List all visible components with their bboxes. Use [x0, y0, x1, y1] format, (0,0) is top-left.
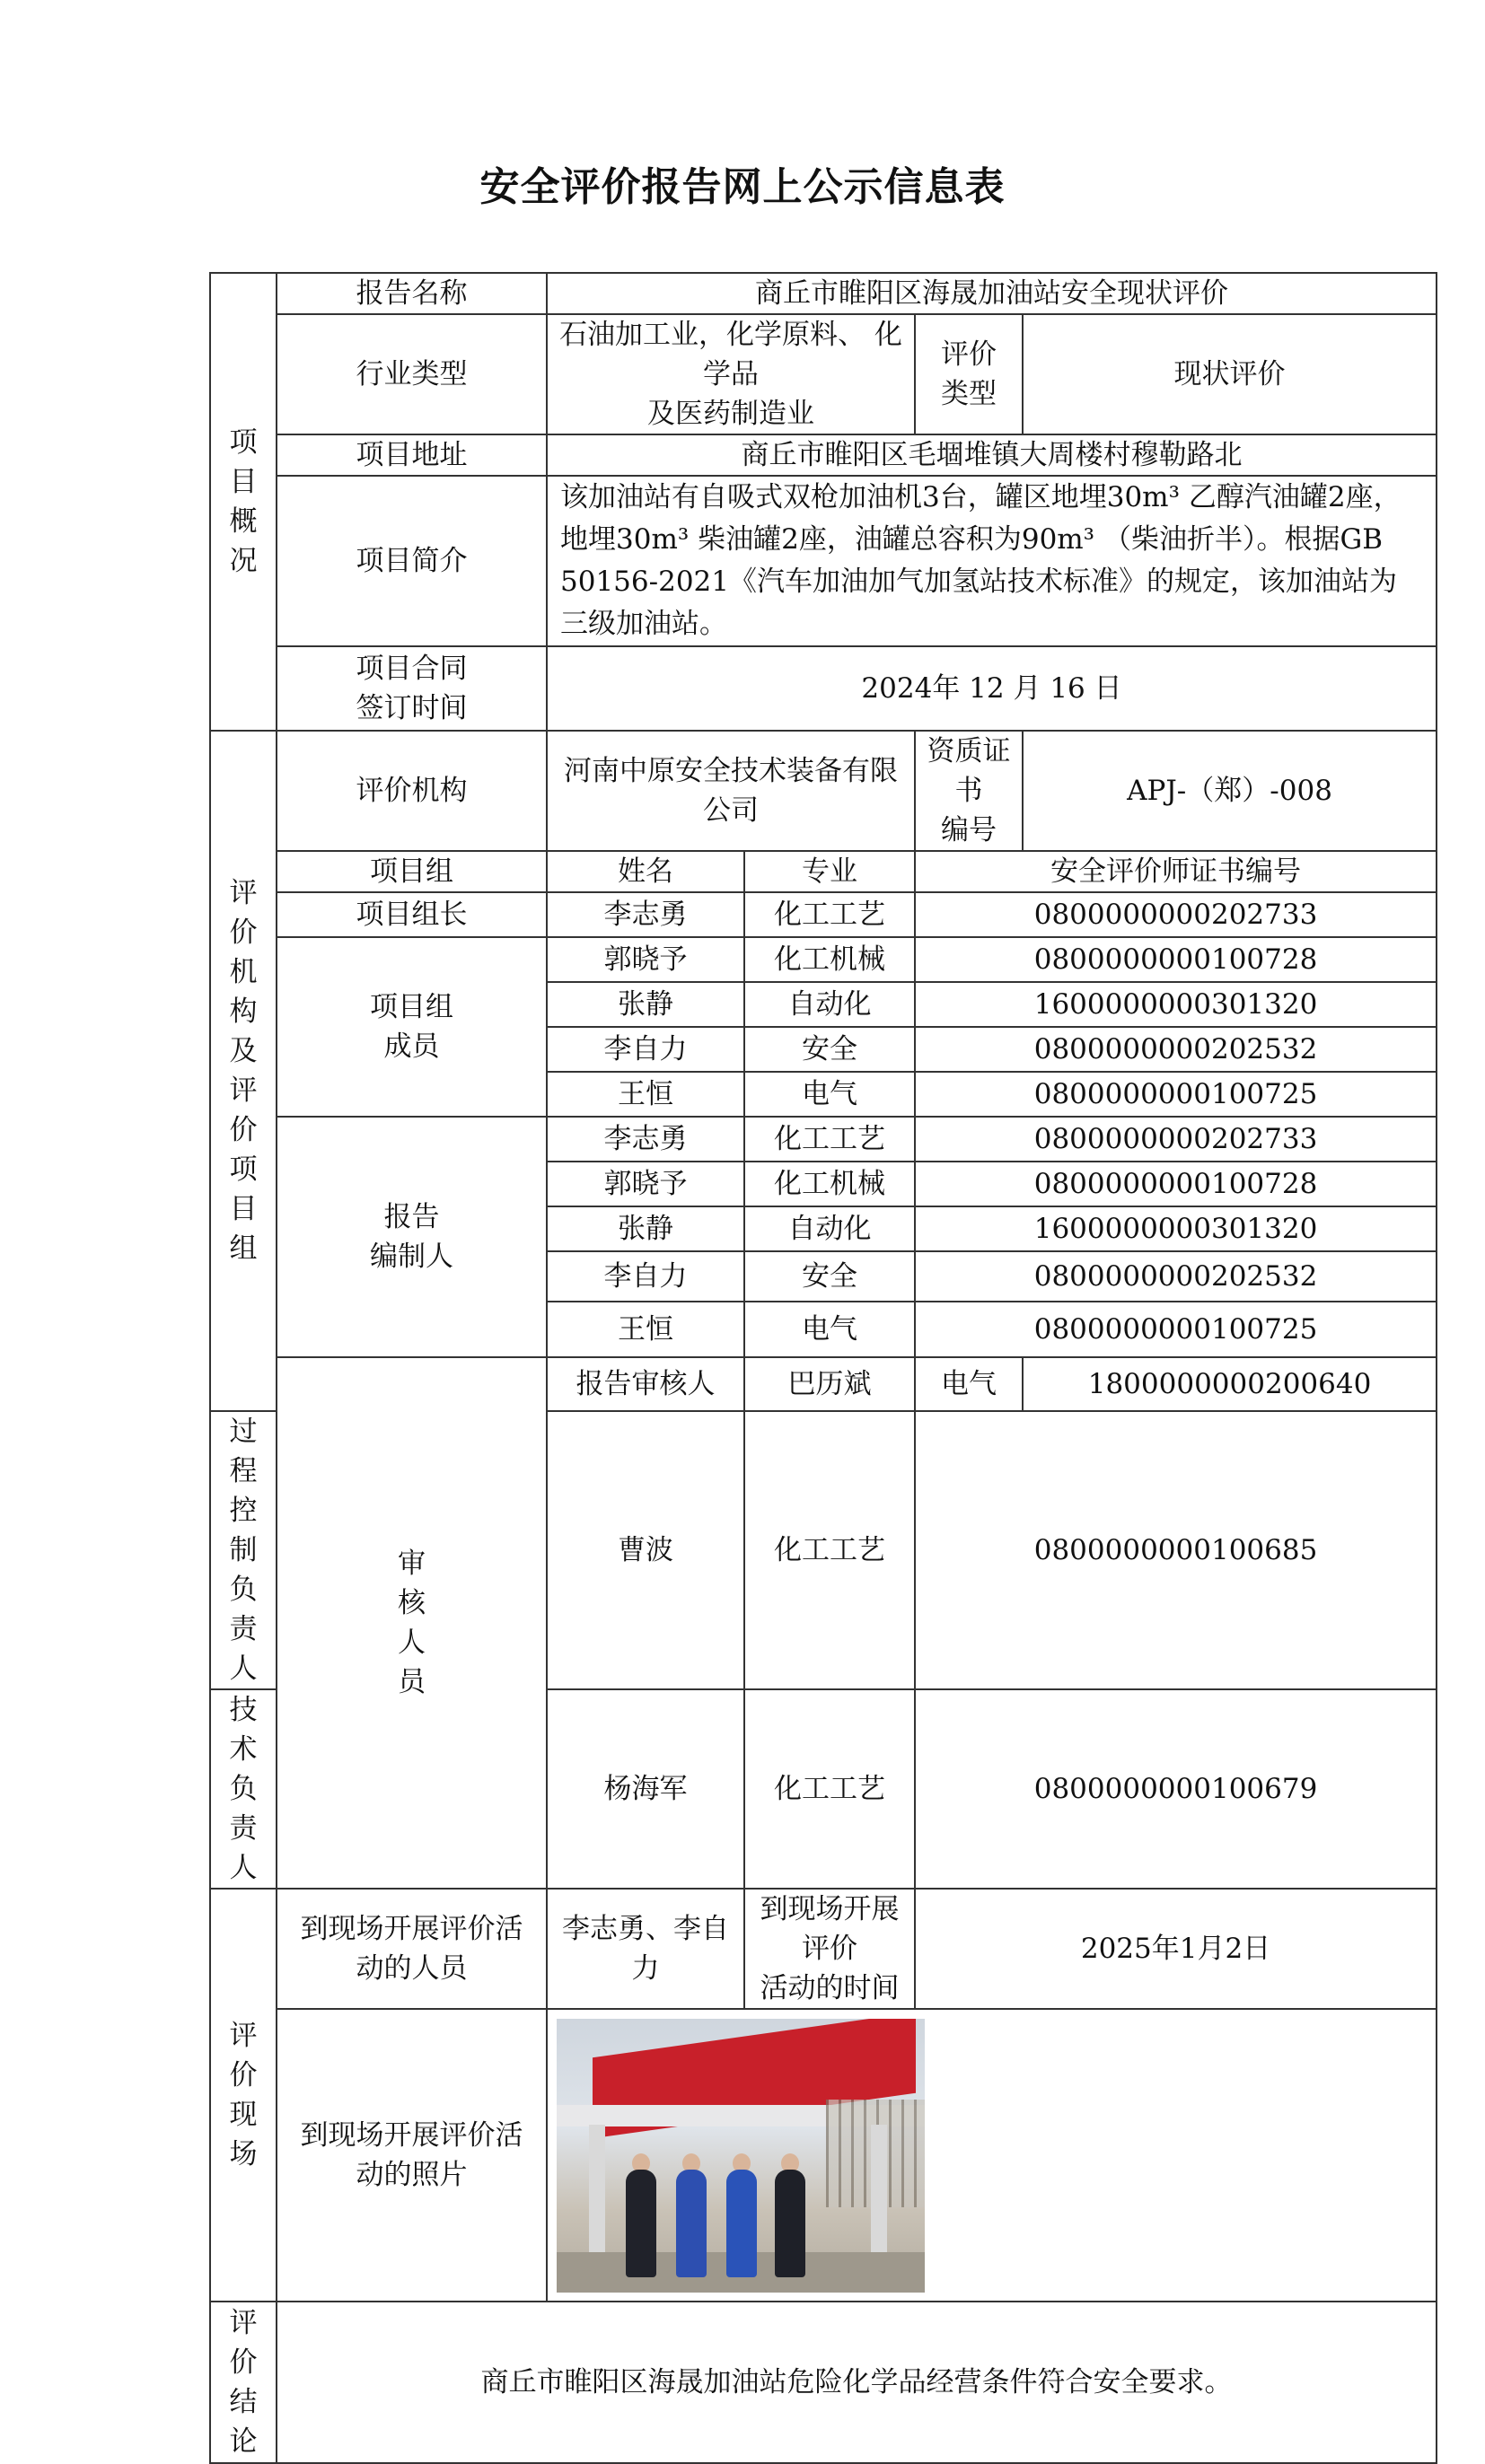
author-major: 安全	[744, 1251, 915, 1302]
author-name: 李志勇	[547, 1117, 744, 1162]
review-name: 曹波	[547, 1411, 744, 1689]
industry-label: 行业类型	[277, 314, 547, 434]
section-conclusion: 评 价 结 论	[210, 2302, 277, 2463]
section-site: 评 价 现 场	[210, 1889, 277, 2302]
author-major: 化工工艺	[744, 1117, 915, 1162]
review-major: 电气	[915, 1357, 1023, 1411]
leader-cert: 0800000000202733	[915, 892, 1437, 937]
address-label: 项目地址	[277, 434, 547, 476]
site-photo	[557, 2019, 925, 2293]
site-photo-label: 到现场开展评价活 动的照片	[277, 2009, 547, 2302]
eval-type: 现状评价	[1023, 314, 1437, 434]
author-name: 张静	[547, 1206, 744, 1251]
review-major: 化工工艺	[744, 1411, 915, 1689]
site-time-label: 到现场开展评价 活动的时间	[744, 1889, 915, 2009]
member-name: 张静	[547, 982, 744, 1027]
author-major: 化工机械	[744, 1162, 915, 1206]
member-cert: 1600000000301320	[915, 982, 1437, 1027]
author-cert: 1600000000301320	[915, 1206, 1437, 1251]
report-name: 商丘市睢阳区海晟加油站安全现状评价	[547, 273, 1437, 314]
author-name: 郭晓予	[547, 1162, 744, 1206]
review-role: 技术负责人	[210, 1689, 277, 1889]
header-major: 专业	[744, 851, 915, 892]
authors-label: 报告 编制人	[277, 1117, 547, 1357]
page-title: 安全评价报告网上公示信息表	[479, 164, 1006, 210]
cert-label: 资质证书 编号	[915, 731, 1023, 851]
conclusion-text: 商丘市睢阳区海晟加油站危险化学品经营条件符合安全要求。	[277, 2302, 1437, 2463]
member-cert: 0800000000202532	[915, 1027, 1437, 1072]
site-people: 李志勇、李自 力	[547, 1889, 744, 2009]
review-cert: 0800000000100679	[915, 1689, 1437, 1889]
member-major: 电气	[744, 1072, 915, 1117]
header-cert: 安全评价师证书编号	[915, 851, 1437, 892]
header-name: 姓名	[547, 851, 744, 892]
member-major: 安全	[744, 1027, 915, 1072]
org-label: 评价机构	[277, 731, 547, 851]
header-group: 项目组	[277, 851, 547, 892]
member-name: 郭晓予	[547, 937, 744, 982]
author-major: 自动化	[744, 1206, 915, 1251]
leader-label: 项目组长	[277, 892, 547, 937]
report-name-label: 报告名称	[277, 273, 547, 314]
member-major: 化工机械	[744, 937, 915, 982]
section-review: 审 核 人 员	[277, 1357, 547, 1889]
member-cert: 0800000000100725	[915, 1072, 1437, 1117]
section-overview: 项 目 概 况	[210, 273, 277, 731]
eval-type-label: 评价 类型	[915, 314, 1023, 434]
review-name: 杨海军	[547, 1689, 744, 1889]
contract-date: 2024年 12 月 16 日	[547, 646, 1437, 731]
review-role: 报告审核人	[547, 1357, 744, 1411]
author-cert: 0800000000100725	[915, 1302, 1437, 1357]
site-time: 2025年1月2日	[915, 1889, 1437, 2009]
intro-label: 项目简介	[277, 476, 547, 646]
industry-type: 石油加工业，化学原料、 化学品 及医药制造业	[547, 314, 915, 434]
site-people-label: 到现场开展评价活 动的人员	[277, 1889, 547, 2009]
member-name: 李自力	[547, 1027, 744, 1072]
member-major: 自动化	[744, 982, 915, 1027]
leader-major: 化工工艺	[744, 892, 915, 937]
section-agency: 评 价 机 构 及 评 价 项 目 组	[210, 731, 277, 1411]
author-name: 王恒	[547, 1302, 744, 1357]
review-name: 巴历斌	[744, 1357, 915, 1411]
project-intro: 该加油站有自吸式双枪加油机3台，罐区地埋30m³ 乙醇汽油罐2座，地埋30m³ 柴油罐2座，油罐总容积为90m³ （柴油折半）。根据GB 50156-2021《汽车加油加气加氢站技术标准》的规定，该加油站为三级加油站。	[547, 476, 1437, 646]
cert-number: APJ-（郑）-008	[1023, 731, 1437, 851]
review-major: 化工工艺	[744, 1689, 915, 1889]
author-name: 李自力	[547, 1251, 744, 1302]
contract-label: 项目合同 签订时间	[277, 646, 547, 731]
member-name: 王恒	[547, 1072, 744, 1117]
member-cert: 0800000000100728	[915, 937, 1437, 982]
project-address: 商丘市睢阳区毛堌堆镇大周楼村穆勒路北	[547, 434, 1437, 476]
site-photo-cell	[547, 2009, 1437, 2302]
leader-name: 李志勇	[547, 892, 744, 937]
members-label: 项目组 成员	[277, 937, 547, 1117]
author-major: 电气	[744, 1302, 915, 1357]
author-cert: 0800000000202733	[915, 1117, 1437, 1162]
author-cert: 0800000000100728	[915, 1162, 1437, 1206]
author-cert: 0800000000202532	[915, 1251, 1437, 1302]
org-name: 河南中原安全技术装备有限公司	[547, 731, 915, 851]
review-role: 过程控制负责人	[210, 1411, 277, 1689]
review-cert: 1800000000200640	[1023, 1357, 1437, 1411]
review-cert: 0800000000100685	[915, 1411, 1437, 1689]
info-table	[209, 272, 1437, 2464]
